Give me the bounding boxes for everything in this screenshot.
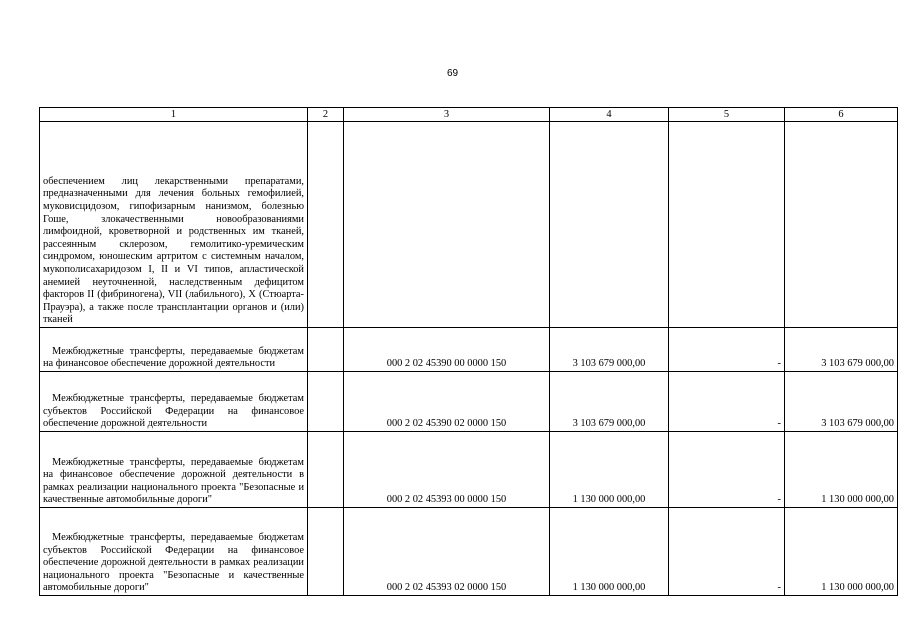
row-col-5: - (669, 432, 785, 508)
header-col-3: 3 (344, 108, 550, 122)
table-row (40, 372, 898, 432)
row-code: 000 2 02 45390 00 0000 150 (344, 328, 550, 372)
row-col-4 (550, 122, 669, 328)
row-code: 000 2 02 45393 00 0000 150 (344, 432, 550, 508)
row-col-2 (308, 122, 344, 328)
row-code (344, 122, 550, 328)
header-col-1: 1 (40, 108, 308, 122)
row-col-6: 3 103 679 000,00 (785, 372, 898, 432)
table-row-continuation (40, 122, 898, 328)
row-description: Межбюджетные трансферты, передаваемые бюджетам на финансовое обеспечение дорожной деятельности (40, 328, 308, 372)
row-description: Межбюджетные трансферты, передаваемые бюджетам субъектов Российской Федерации на финансовое обеспечение дорожной деятельности в рамках реализации национального проекта "Безопасные и качественные автомобильные дороги" (40, 508, 308, 596)
row-col-6: 1 130 000 000,00 (785, 508, 898, 596)
table-row (40, 508, 898, 596)
table-row (40, 432, 898, 508)
row-description: обеспечением лиц лекарственными препаратами, предназначенными для лечения больных гемофилией, муковисцидозом, гипофизарным нанизмом, болезнью Гоше, злокачественными новообразованиями лимфоидной, кроветворной и родственных им тканей, рассеянным склерозом, гемолитико-уремическим синдромом, юношеским артритом с системным началом, мукополисахаридозом I, II и VI типов, апластической анемией неуточненной, наследственным дефицитом факторов II (фибриногена), VII (лабильного), X (Стюарта-Прауэра), а также после трансплантации органов и (или) тканей (40, 122, 308, 328)
row-col-6: 1 130 000 000,00 (785, 432, 898, 508)
row-code: 000 2 02 45390 02 0000 150 (344, 372, 550, 432)
page-number: 69 (446, 68, 459, 79)
row-col-4: 1 130 000 000,00 (550, 508, 669, 596)
table-header-row (40, 108, 898, 122)
row-col-2 (308, 328, 344, 372)
row-col-5: - (669, 372, 785, 432)
row-col-2 (308, 372, 344, 432)
row-col-2 (308, 508, 344, 596)
row-col-4: 3 103 679 000,00 (550, 328, 669, 372)
header-col-2: 2 (308, 108, 344, 122)
header-col-4: 4 (550, 108, 669, 122)
table-row (40, 328, 898, 372)
row-description: Межбюджетные трансферты, передаваемые бюджетам субъектов Российской Федерации на финансовое обеспечение дорожной деятельности (40, 372, 308, 432)
row-col-6 (785, 122, 898, 328)
row-col-5: - (669, 328, 785, 372)
row-col-5 (669, 122, 785, 328)
row-col-5: - (669, 508, 785, 596)
row-col-6: 3 103 679 000,00 (785, 328, 898, 372)
row-code: 000 2 02 45393 02 0000 150 (344, 508, 550, 596)
row-col-4: 3 103 679 000,00 (550, 372, 669, 432)
row-description: Межбюджетные трансферты, передаваемые бюджетам на финансовое обеспечение дорожной деятельности в рамках реализации национального проекта "Безопасные и качественные автомобильные дороги" (40, 432, 308, 508)
row-col-2 (308, 432, 344, 508)
row-col-4: 1 130 000 000,00 (550, 432, 669, 508)
header-col-6: 6 (785, 108, 898, 122)
header-col-5: 5 (669, 108, 785, 122)
budget-table (39, 107, 898, 596)
